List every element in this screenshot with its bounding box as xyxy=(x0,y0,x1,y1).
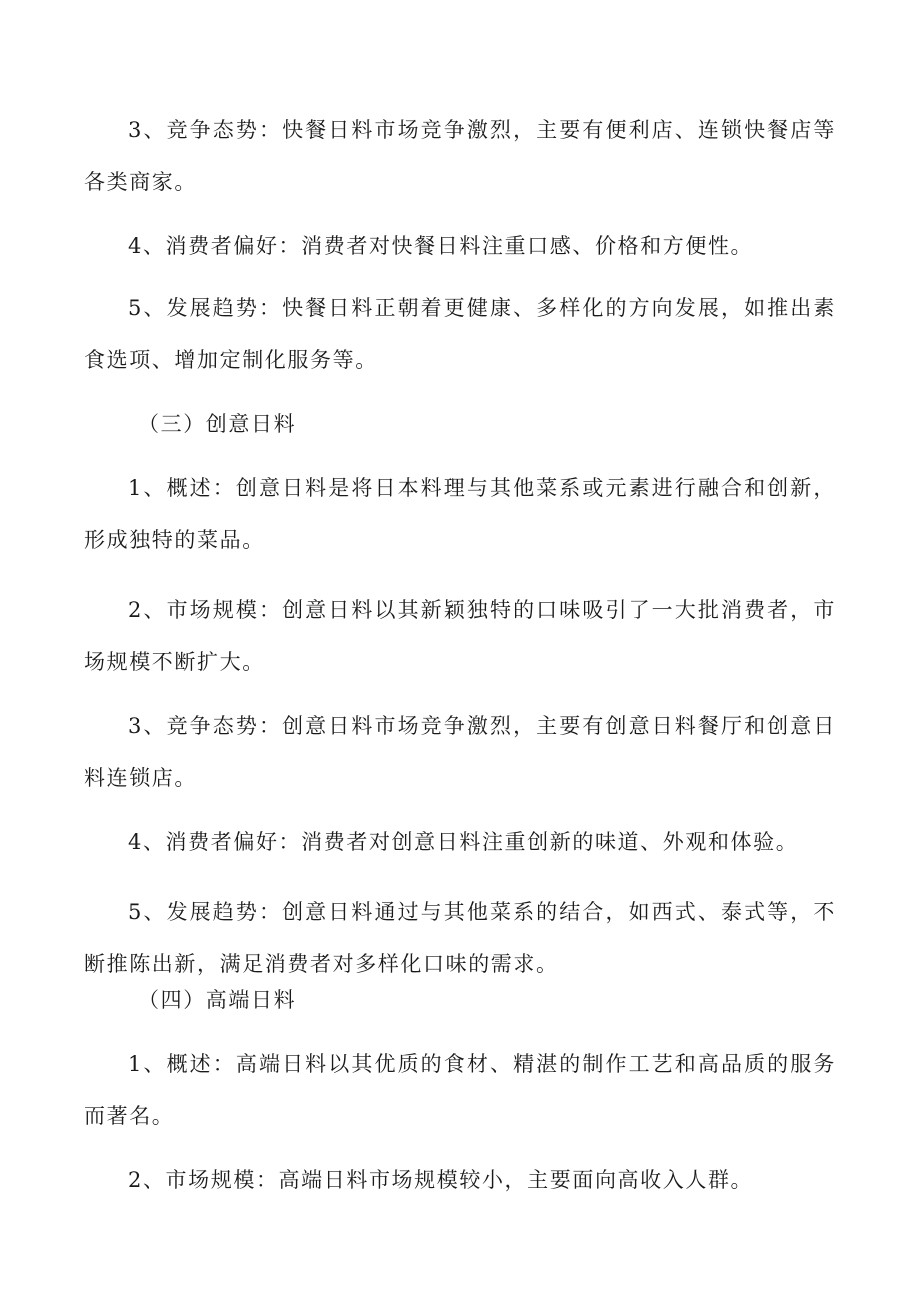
paragraph-preference-fastfood: 4、消费者偏好：消费者对快餐日料注重口感、价格和方便性。 xyxy=(128,234,754,258)
paragraph-market-size-creative: 2、市场规模：创意日料以其新颖独特的口味吸引了一大批消费者，市场规模不断扩大。 xyxy=(84,598,836,674)
paragraph-overview-creative: 1、概述：创意日料是将日本料理与其他菜系或元素进行融合和创新，形成独特的菜品。 xyxy=(84,476,836,552)
paragraph-competition-creative: 3、竞争态势：创意日料市场竞争激烈，主要有创意日料餐厅和创意日料连锁店。 xyxy=(84,714,836,790)
paragraph-market-size-highend: 2、市场规模：高端日料市场规模较小，主要面向高收入人群。 xyxy=(128,1168,754,1192)
paragraph-trend-creative: 5、发展趋势：创意日料通过与其他菜系的结合，如西式、泰式等，不断推陈出新，满足消费者对多样化口味的需求。 xyxy=(84,900,836,976)
paragraph-competition-fastfood: 3、竞争态势：快餐日料市场竞争激烈，主要有便利店、连锁快餐店等各类商家。 xyxy=(84,118,836,194)
paragraph-overview-highend: 1、概述：高端日料以其优质的食材、精湛的制作工艺和高品质的服务而著名。 xyxy=(84,1052,836,1128)
section-heading-creative: （三）创意日料 xyxy=(138,412,297,436)
paragraph-preference-creative: 4、消费者偏好：消费者对创意日料注重创新的味道、外观和体验。 xyxy=(128,830,799,854)
section-heading-highend: （四）高端日料 xyxy=(138,988,297,1012)
paragraph-trend-fastfood: 5、发展趋势：快餐日料正朝着更健康、多样化的方向发展，如推出素食选项、增加定制化服务等。 xyxy=(84,296,836,372)
